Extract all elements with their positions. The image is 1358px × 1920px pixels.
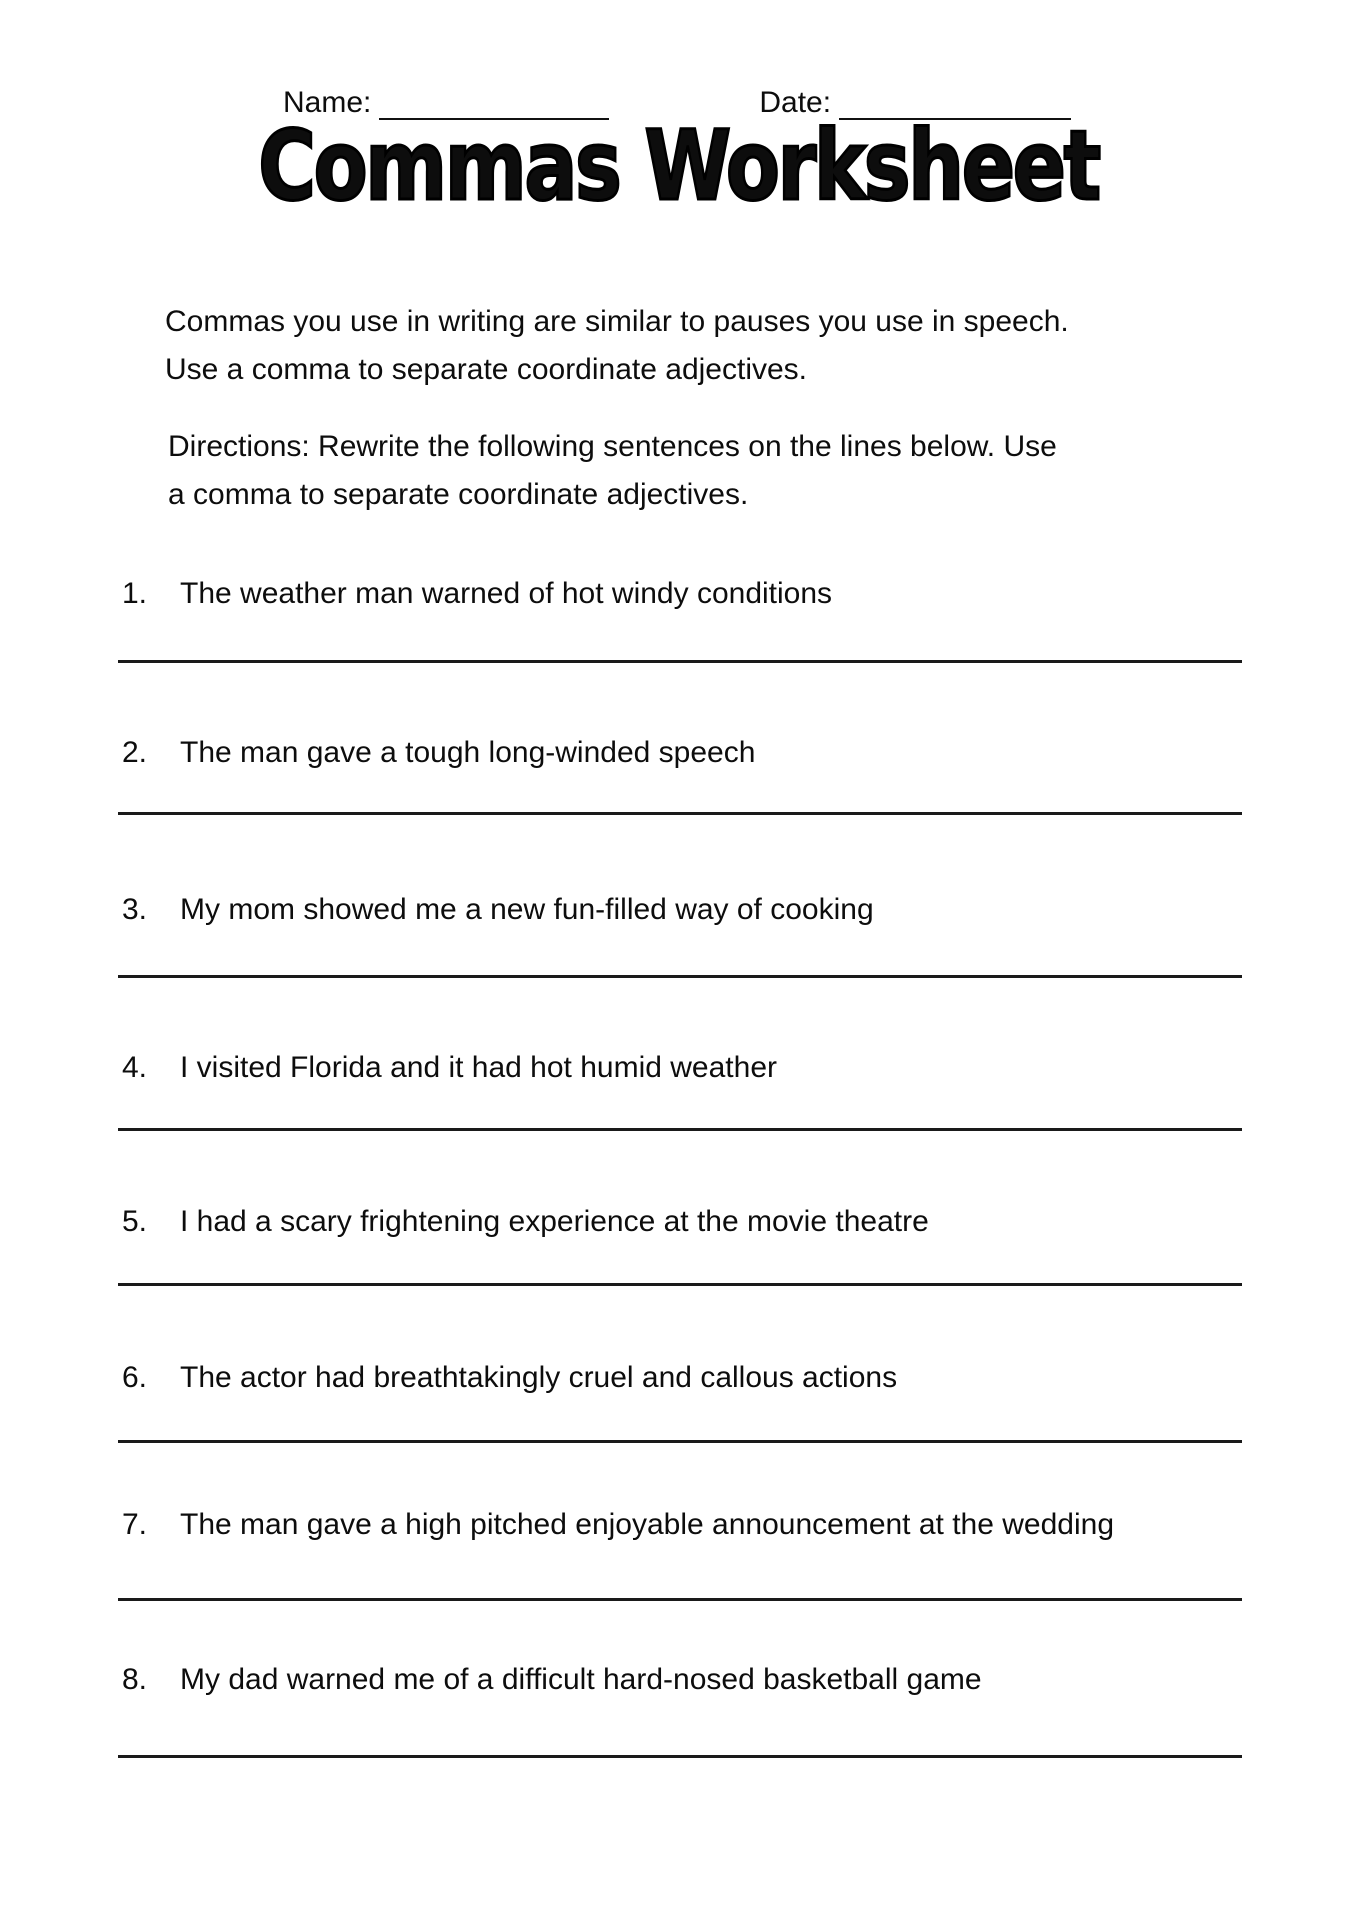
directions-line-1: Directions: Rewrite the following sentences on the lines below. Use	[168, 430, 1057, 463]
answer-line-4[interactable]	[118, 1128, 1242, 1131]
answer-line-8[interactable]	[118, 1755, 1242, 1758]
sentence-item-2	[122, 733, 755, 773]
item-sentence: My mom showed me a new fun-filled way of cooking	[180, 893, 874, 926]
answer-line-1[interactable]	[118, 660, 1242, 663]
sentence-item-8	[122, 1660, 982, 1700]
item-sentence: The man gave a tough long-winded speech	[180, 736, 756, 769]
item-sentence: The actor had breathtakingly cruel and callous actions	[180, 1361, 898, 1394]
date-label: Date:	[759, 86, 832, 119]
intro-paragraph	[165, 298, 1069, 394]
item-number: 8.	[122, 1663, 148, 1696]
answer-line-5[interactable]	[118, 1283, 1242, 1286]
intro-line-1: Commas you use in writing are similar to pauses you use in speech.	[165, 305, 1069, 338]
directions-line-2: a comma to separate coordinate adjectives.	[168, 478, 749, 511]
sentence-item-6	[122, 1358, 897, 1398]
answer-line-7[interactable]	[118, 1598, 1242, 1601]
item-sentence: My dad warned me of a difficult hard-nosed basketball game	[180, 1663, 982, 1696]
sentence-item-7	[122, 1505, 1114, 1545]
item-number: 5.	[122, 1205, 148, 1238]
item-number: 2.	[122, 736, 148, 769]
answer-line-6[interactable]	[118, 1440, 1242, 1443]
item-sentence: I visited Florida and it had hot humid weather	[180, 1051, 777, 1084]
sentence-item-1	[122, 574, 832, 614]
sentence-item-4	[122, 1048, 777, 1088]
sentence-item-3	[122, 890, 874, 930]
item-number: 4.	[122, 1051, 148, 1084]
item-number: 3.	[122, 893, 148, 926]
item-number: 6.	[122, 1361, 148, 1394]
item-sentence: The weather man warned of hot windy conditions	[180, 577, 833, 610]
item-number: 7.	[122, 1508, 148, 1541]
directions-paragraph	[168, 423, 1057, 519]
item-number: 1.	[122, 577, 148, 610]
sentence-item-5	[122, 1202, 929, 1242]
item-sentence: The man gave a high pitched enjoyable announcement at the wedding	[180, 1508, 1114, 1541]
name-label: Name:	[283, 86, 372, 119]
title-wrap	[0, 110, 1358, 222]
item-sentence: I had a scary frightening experience at the movie theatre	[180, 1205, 929, 1238]
answer-line-2[interactable]	[118, 812, 1242, 815]
intro-line-2: Use a comma to separate coordinate adjectives.	[165, 353, 807, 386]
answer-line-3[interactable]	[118, 975, 1242, 978]
page-title: Commas Worksheet	[258, 110, 1100, 222]
